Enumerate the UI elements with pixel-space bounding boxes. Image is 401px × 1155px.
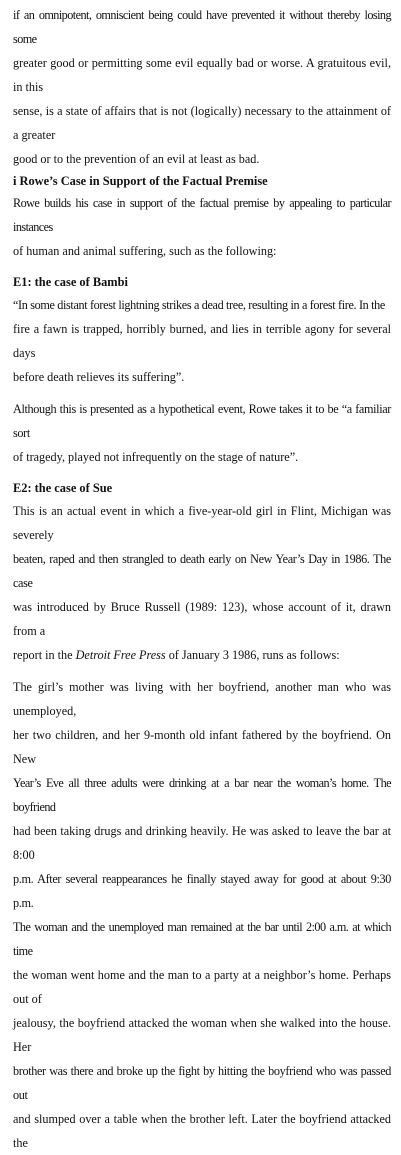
text-line: her two children, and her 9-month old infant fathered by the boyfriend. On New xyxy=(13,728,391,766)
text-line: of January 3 1986, runs as follows: xyxy=(165,648,340,662)
text-line: report in the xyxy=(13,648,76,662)
text-line: was introduced by Bruce Russell (1989: 123), whose account of it, drawn from a xyxy=(13,600,391,638)
text-line: good or to the prevention of an evil at least as bad. xyxy=(13,152,260,166)
story-paragraph xyxy=(13,675,391,1155)
text-line: the woman went home and the man to a party at a neighbor’s home. Perhaps out of xyxy=(13,968,391,1006)
e1-quote-paragraph xyxy=(13,293,391,389)
intro-paragraph xyxy=(13,3,391,171)
text-line: Although this is presented as a hypothetical event, Rowe takes it to be “a familiar sort xyxy=(13,402,391,440)
text-line: jealousy, the boyfriend attacked the woman when she walked into the house. Her xyxy=(13,1016,391,1054)
text-line: Rowe builds his case in support of the factual premise by appealing to particular instances xyxy=(13,196,391,234)
hypothetical-paragraph xyxy=(13,397,391,469)
text-line: of tragedy, played not infrequently on the stage of nature”. xyxy=(13,450,299,464)
rowe-paragraph xyxy=(13,191,391,263)
text-line: had been taking drugs and drinking heavily. He was asked to leave the bar at 8:00 xyxy=(13,824,391,862)
text-line: The woman and the unemployed man remained at the bar until 2:00 a.m. at which time xyxy=(13,920,391,958)
text-line: fire a fawn is trapped, horribly burned, and lies in terrible agony for several days xyxy=(13,322,391,360)
text-line: This is an actual event in which a five-year-old girl in Flint, Michigan was severely xyxy=(13,504,391,542)
text-line: Year’s Eve all three adults were drinking at a bar near the woman’s home. The boyfriend xyxy=(13,776,391,814)
text-line: The girl’s mother was living with her boyfriend, another man who was unemployed, xyxy=(13,680,391,718)
text-line: “In some distant forest lightning strikes a dead tree, resulting in a forest fire. In the xyxy=(13,298,385,312)
text-line: greater good or permitting some evil equally bad or worse. A gratuitous evil, in this xyxy=(13,56,391,94)
text-line: before death relieves its suffering”. xyxy=(13,370,185,384)
text-line: brother was there and broke up the fight by hitting the boyfriend who was passed out xyxy=(13,1064,391,1102)
e2-paragraph xyxy=(13,499,391,667)
text-line: if an omnipotent, omniscient being could have prevented it without thereby losing some xyxy=(13,8,391,46)
e1-heading: E1: the case of Bambi xyxy=(13,275,128,289)
text-line: sense, is a state of affairs that is not (logically) necessary to the attainment of a greater xyxy=(13,104,391,142)
e2-heading: E2: the case of Sue xyxy=(13,481,113,495)
text-line: and slumped over a table when the brother left. Later the boyfriend attacked the xyxy=(13,1112,391,1150)
text-line: of human and animal suffering, such as the following: xyxy=(13,244,277,258)
newspaper-title: Detroit Free Press xyxy=(75,648,166,662)
section-heading: i Rowe’s Case in Support of the Factual Premise xyxy=(13,174,268,188)
text-line: beaten, raped and then strangled to death early on New Year’s Day in 1986. The case xyxy=(13,552,391,590)
text-line: p.m. After several reappearances he finally stayed away for good at about 9:30 p.m. xyxy=(13,872,391,910)
